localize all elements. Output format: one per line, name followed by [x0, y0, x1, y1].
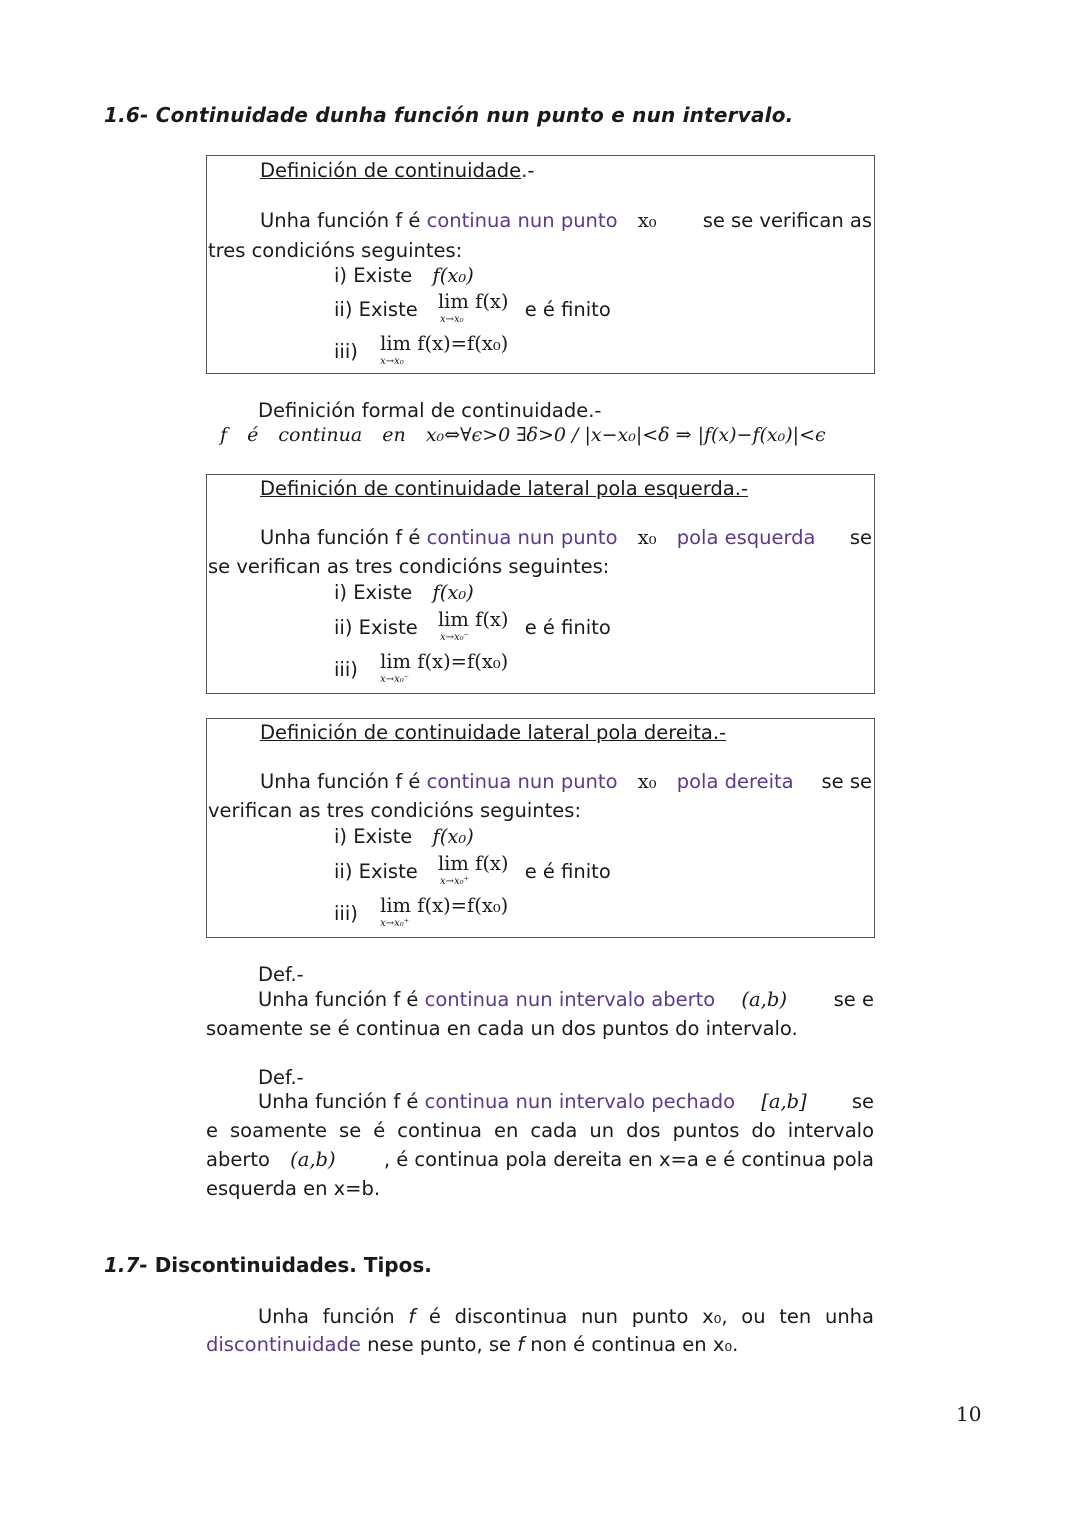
box-heading: Definición de continuidade.-	[260, 159, 535, 182]
section-number: 1.7-	[104, 1253, 148, 1277]
def-closed-line-3: aberto (a,b) , é continua pola dereita en x=a e é continua pola	[206, 1148, 874, 1171]
definition-line-2: tres condicións seguintes:	[208, 239, 463, 262]
condition-3: iii) lim f(x)=f(x₀) x→x₀⁺	[334, 894, 509, 929]
section-number: 1.6-	[104, 103, 149, 127]
concept-term: pola esquerda	[676, 526, 816, 549]
condition-2: ii) Existe lim f(x) x→x₀⁺ e é finito	[334, 852, 611, 887]
box-heading: Definición de continuidade lateral pola esquerda.-	[260, 477, 748, 500]
condition-1: i) Existe f(x₀)	[334, 581, 474, 604]
def-open-line-1: Unha función f é continua nun intervalo aberto (a,b) se e	[258, 988, 874, 1011]
condition-3: iii) lim f(x)=f(x₀) x→x₀	[334, 332, 509, 367]
condition-2: ii) Existe lim f(x) x→x₀ e é finito	[334, 290, 611, 325]
condition-2: ii) Existe lim f(x) x→x₀⁻ e é finito	[334, 608, 611, 643]
box-heading: Definición de continuidade lateral pola dereita.-	[260, 721, 727, 744]
definition-line-1: Unha función f é continua nun punto x₀ pola dereita se se	[260, 770, 872, 793]
def-label: Def.-	[258, 963, 304, 986]
concept-term: continua nun punto	[426, 526, 618, 549]
concept-term: pola dereita	[676, 770, 794, 793]
formal-definition-heading: Definición formal de continuidade.-	[258, 399, 602, 422]
def-closed-line-4: esquerda en x=b.	[206, 1177, 381, 1200]
formal-definition-expression: f é continua en x₀⇔∀ϵ>0 ∃δ>0 / |x−x₀|<δ ⇒ |f(x)−f(x₀)|<ϵ	[220, 424, 826, 446]
section-heading: Continuidade dunha función nun punto e nun intervalo.	[155, 103, 794, 127]
discontinuity-line-2: discontinuidade nese punto, se f non é continua en x₀.	[206, 1333, 739, 1356]
definition-line-1: Unha función f é continua nun punto x₀ se se verifican as	[260, 209, 872, 232]
def-closed-line-1: Unha función f é continua nun intervalo pechado [a,b] se	[258, 1090, 874, 1113]
concept-term: continua nun intervalo pechado	[424, 1090, 736, 1113]
section-title-1-6	[104, 103, 793, 127]
definition-line-1: Unha función f é continua nun punto x₀ pola esquerda se	[260, 526, 872, 549]
condition-3: iii) lim f(x)=f(x₀) x→x₀⁻	[334, 650, 509, 685]
right-continuity-box	[206, 718, 875, 938]
concept-term: discontinuidade	[206, 1333, 361, 1356]
definition-line-2: verifican as tres condicións seguintes:	[208, 799, 582, 822]
condition-1: i) Existe f(x₀)	[334, 264, 474, 287]
definition-line-2: se verifican as tres condicións seguintes:	[208, 555, 610, 578]
condition-1: i) Existe f(x₀)	[334, 825, 474, 848]
def-label: Def.-	[258, 1066, 304, 1089]
page-number: 10	[956, 1402, 982, 1426]
def-open-line-2: soamente se é continua en cada un dos puntos do intervalo.	[206, 1017, 798, 1040]
continuity-definition-box	[206, 155, 875, 374]
left-continuity-box	[206, 474, 875, 694]
section-heading: Discontinuidades. Tipos.	[154, 1253, 432, 1277]
concept-term: continua nun intervalo aberto	[424, 988, 716, 1011]
discontinuity-line-1: Unha función f é discontinua nun punto x₀, ou ten unha	[258, 1305, 874, 1328]
concept-term: continua nun punto	[426, 770, 618, 793]
concept-term: continua nun punto	[426, 209, 618, 232]
def-closed-line-2: e soamente se é continua en cada un dos puntos do intervalo	[206, 1119, 874, 1142]
section-title-1-7	[104, 1253, 432, 1277]
